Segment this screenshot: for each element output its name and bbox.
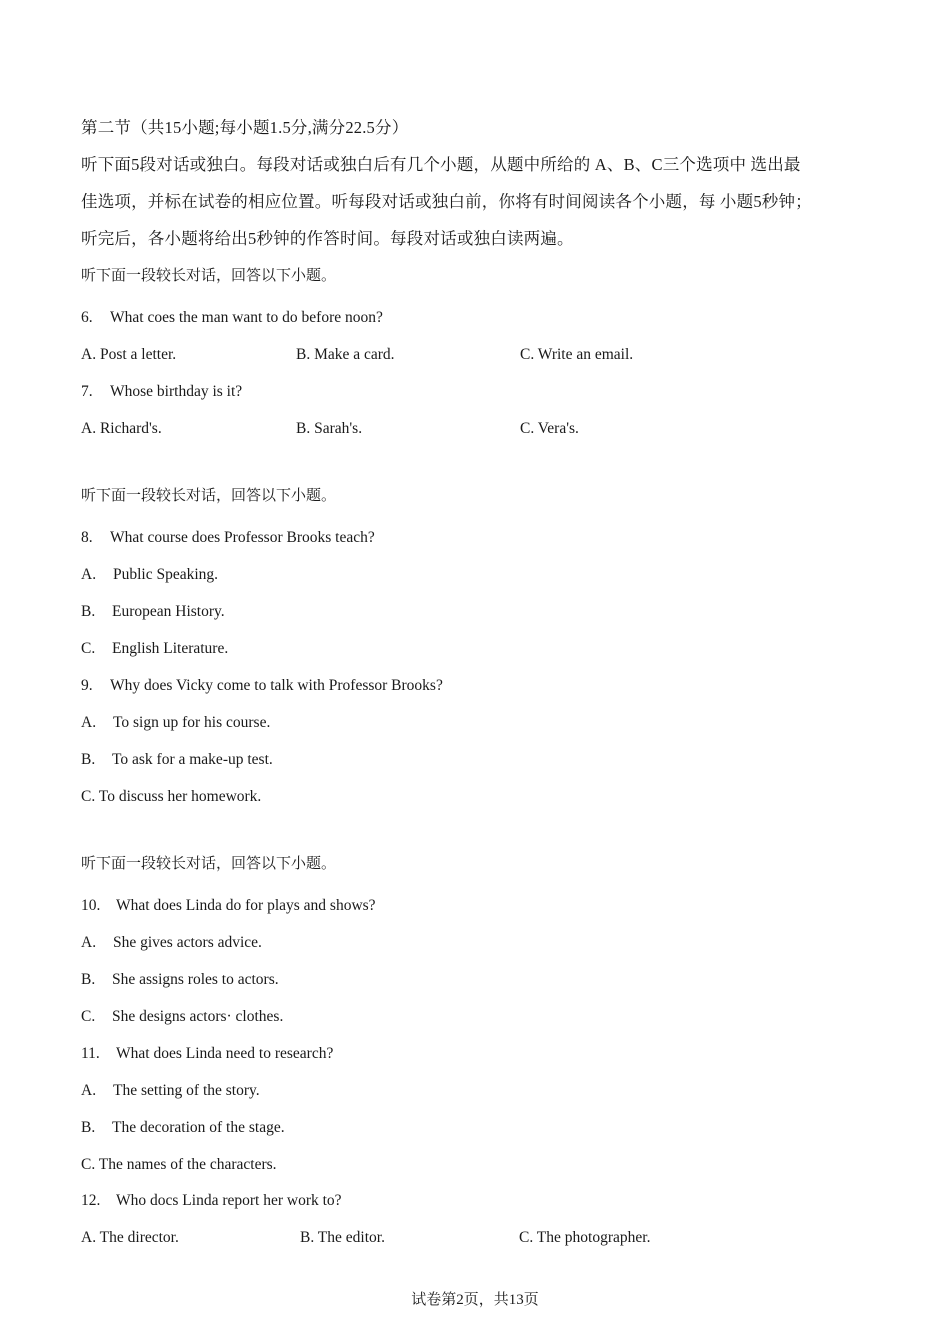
option-c[interactable]: C. Write an email. [520, 346, 634, 363]
option-a[interactable]: A. Post a letter. [81, 346, 177, 363]
question-number: 12. [81, 1192, 101, 1209]
option-c[interactable] [81, 787, 261, 807]
question-text: Who docs Linda report her work to? [116, 1192, 342, 1209]
option-text: To ask for a make-up test. [112, 751, 273, 768]
question-text: Why does Vicky come to talk with Professor Brooks? [110, 677, 443, 694]
option-b[interactable] [81, 1118, 285, 1138]
option-text: She designs actors· clothes. [112, 1008, 284, 1025]
option-letter: A. [81, 934, 97, 951]
option-letter: A. [81, 566, 97, 583]
option-c[interactable]: C. The photographer. [519, 1229, 651, 1246]
option-b[interactable] [81, 602, 225, 622]
page-footer: 试卷第2页，共13页 [411, 1292, 539, 1308]
option-a[interactable] [81, 713, 270, 733]
option-a[interactable] [81, 565, 218, 585]
question-6-options [0, 345, 950, 365]
option-letter: B. [81, 751, 96, 768]
option-letter: C. [81, 1008, 96, 1025]
option-a[interactable]: A. The director. [81, 1229, 179, 1246]
option-b[interactable]: B. Sarah's. [296, 420, 363, 437]
option-a[interactable]: A. Richard's. [81, 420, 162, 437]
option-letter: A. [81, 714, 97, 731]
question-number: 9. [81, 677, 93, 694]
question-text: What does Linda do for plays and shows? [116, 897, 376, 914]
option-letter: C. [81, 640, 96, 657]
instruction-line-3: 听完后，各小题将给出5秒钟的作答时间。每段对话或独白读两遍。 [81, 229, 574, 248]
option-text: The decoration of the stage. [112, 1119, 285, 1136]
question-7 [81, 382, 242, 402]
question-12-options [0, 1228, 950, 1248]
question-11 [81, 1044, 333, 1064]
option-c[interactable] [81, 1155, 277, 1175]
option-b[interactable] [81, 970, 279, 990]
instruction-line-2: 佳选项，并标在试卷的相应位置。听每段对话或独白前，你将有时间阅读各个小题，每 小题5秒钟； [81, 192, 812, 211]
question-9 [81, 676, 443, 696]
option-text: C. The names of the characters. [81, 1156, 277, 1173]
question-text: What does Linda need to research? [116, 1045, 334, 1062]
section-title: 第二节（共15小题;每小题1.5分,满分22.5分） [81, 118, 409, 137]
option-b[interactable]: B. Make a card. [296, 346, 395, 363]
question-12 [81, 1191, 342, 1211]
question-8 [81, 528, 375, 548]
question-number: 6. [81, 309, 93, 326]
option-b[interactable]: B. The editor. [300, 1229, 385, 1246]
option-letter: B. [81, 1119, 96, 1136]
option-a[interactable] [81, 933, 262, 953]
group-intro: 听下面一段较长对话，回答以下小题。 [81, 268, 337, 284]
option-letter: A. [81, 1082, 97, 1099]
question-6 [81, 308, 383, 328]
question-10 [81, 896, 376, 916]
question-text: What coes the man want to do before noon? [110, 309, 383, 326]
option-c[interactable] [81, 639, 228, 659]
option-text: European History. [112, 603, 225, 620]
option-letter: B. [81, 603, 96, 620]
question-number: 11. [81, 1045, 100, 1062]
option-text: She gives actors advice. [113, 934, 262, 951]
question-7-options [0, 419, 950, 439]
option-text: She assigns roles to actors. [112, 971, 279, 988]
question-number: 10. [81, 897, 101, 914]
option-a[interactable] [81, 1081, 260, 1101]
option-text: C. To discuss her homework. [81, 788, 262, 805]
option-c[interactable] [81, 1007, 283, 1027]
question-text: Whose birthday is it? [110, 383, 243, 400]
option-letter: B. [81, 971, 96, 988]
option-text: English Literature. [112, 640, 229, 657]
option-c[interactable]: C. Vera's. [520, 420, 579, 437]
option-text: Public Speaking. [113, 566, 219, 583]
instruction-line-1: 听下面5段对话或独白。每段对话或独白后有几个小题，从题中所给的 A、B、C三个选项中 选出最 [81, 155, 801, 174]
question-number: 7. [81, 383, 93, 400]
group-intro: 听下面一段较长对话，回答以下小题。 [81, 856, 337, 872]
option-b[interactable] [81, 750, 273, 770]
group-intro: 听下面一段较长对话，回答以下小题。 [81, 488, 337, 504]
question-number: 8. [81, 529, 93, 546]
question-text: What course does Professor Brooks teach? [110, 529, 375, 546]
option-text: The setting of the story. [113, 1082, 260, 1099]
option-text: To sign up for his course. [113, 714, 271, 731]
